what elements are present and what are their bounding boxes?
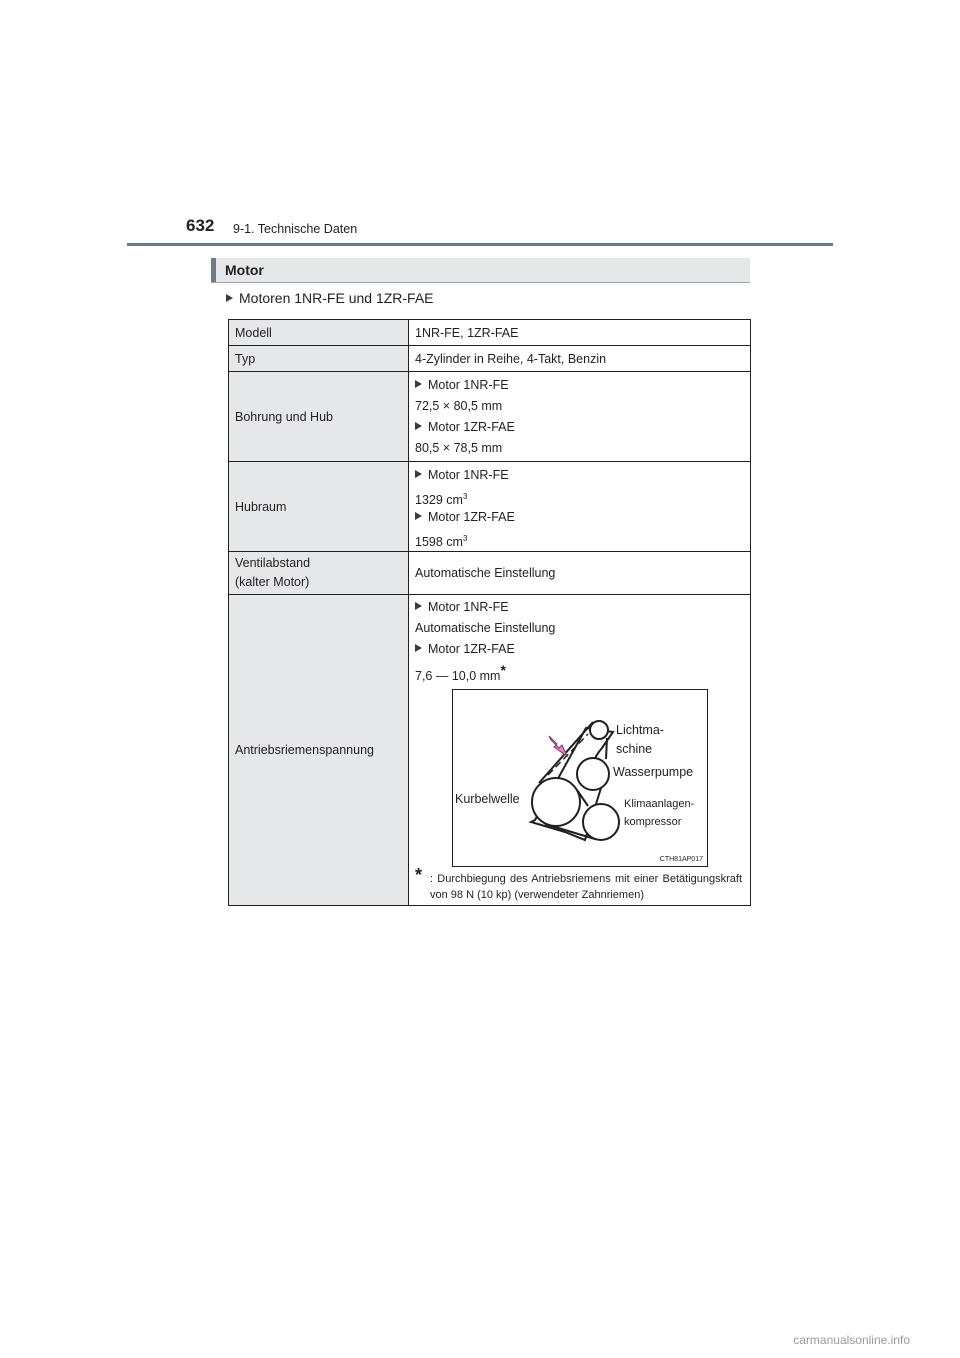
engine-label: [415, 417, 744, 438]
row-label-line: (kalter Motor): [235, 575, 310, 589]
row-value: [409, 372, 751, 462]
engine-name: Motor 1ZR-FAE: [428, 419, 515, 434]
row-value: Automatische Einstellung: [409, 552, 751, 595]
engine-label: [415, 465, 744, 486]
engine-label: [415, 375, 744, 396]
row-label: Typ: [229, 346, 409, 372]
row-label: Hubraum: [229, 462, 409, 552]
crankshaft-label: Kurbelwelle: [455, 792, 520, 806]
belt-span: [606, 738, 607, 759]
footnote-mark: *: [415, 865, 423, 885]
subheading: [226, 290, 434, 306]
footnote-mark: *: [500, 662, 506, 678]
displacement-value: 1598 cm: [415, 534, 463, 549]
engine-value: [415, 486, 744, 507]
unit-superscript: 3: [462, 533, 468, 543]
triangle-bullet-icon: [415, 644, 422, 652]
heading-marker: [211, 258, 216, 282]
row-label: Antriebsriemenspannung: [229, 595, 409, 906]
triangle-bullet-icon: [415, 512, 422, 520]
table-row: [229, 595, 751, 906]
engine-value: [415, 660, 744, 684]
displacement-value: 1329 cm: [415, 492, 463, 507]
page-number: 632: [186, 216, 215, 235]
row-value: 4-Zylinder in Reihe, 4-Takt, Benzin: [409, 346, 751, 372]
engine-label: [415, 597, 744, 618]
triangle-bullet-icon: [415, 380, 422, 388]
ac-compressor-pulley: [583, 804, 619, 840]
diagram-code: CTH81AP017: [659, 856, 703, 863]
crankshaft-pulley: [532, 778, 580, 826]
footnote-text: : Durchbiegung des Antriebsriemens mit einer Betätigungskraft von 98 N (10 kp) (verwendeter Zahnriemen): [430, 873, 742, 901]
engine-value: [415, 528, 744, 549]
row-label: [229, 552, 409, 595]
row-value: [409, 462, 751, 552]
ac-compressor-label: Klimaanlagen-: [624, 798, 695, 810]
engine-name: Motor 1ZR-FAE: [428, 642, 515, 656]
triangle-bullet-icon: [415, 470, 422, 478]
table-row: [229, 462, 751, 552]
watermark: carmanualsonline.info: [793, 1333, 910, 1347]
heading-bar: [211, 258, 750, 283]
triangle-bullet-icon: [226, 294, 233, 302]
belt-deflection-value: 7,6 — 10,0 mm: [415, 669, 501, 684]
engine-value: Automatische Einstellung: [415, 621, 556, 635]
ac-compressor-label: kompressor: [624, 816, 682, 828]
row-label-line: Ventilabstand: [235, 556, 311, 570]
unit-superscript: 3: [462, 491, 468, 501]
table-row: [229, 346, 751, 372]
water-pump-label: Wasserpumpe: [613, 765, 694, 779]
engine-name: Motor 1ZR-FAE: [428, 509, 515, 524]
triangle-bullet-icon: [415, 422, 422, 430]
engine-name: Motor 1NR-FE: [428, 377, 509, 392]
table-row: [229, 320, 751, 346]
table-row: [229, 372, 751, 462]
specification-table: [228, 319, 751, 906]
triangle-bullet-icon: [415, 602, 422, 610]
water-pump-pulley: [577, 758, 609, 790]
row-value: 1NR-FE, 1ZR-FAE: [409, 320, 751, 346]
engine-name: Motor 1NR-FE: [428, 467, 509, 482]
row-value: [409, 595, 751, 906]
heading-title: Motor: [225, 262, 264, 278]
header-rule: [127, 243, 833, 246]
subheading-text: Motoren 1NR-FE und 1ZR-FAE: [239, 290, 434, 306]
alternator-label: Lichtma-: [616, 723, 664, 737]
row-label: Modell: [229, 320, 409, 346]
alternator-label: schine: [616, 742, 653, 756]
table-row: [229, 552, 751, 595]
engine-value: 72,5 × 80,5 mm: [415, 398, 503, 413]
engine-label: [415, 639, 744, 660]
engine-name: Motor 1NR-FE: [428, 600, 509, 614]
engine-value: 80,5 × 78,5 mm: [415, 440, 503, 455]
belt-diagram: [452, 689, 708, 867]
press-arrow-icon: [549, 736, 567, 756]
section-title: 9-1. Technische Daten: [233, 222, 358, 236]
footnote: [415, 865, 742, 903]
engine-label: [415, 507, 744, 528]
row-label: Bohrung und Hub: [229, 372, 409, 462]
